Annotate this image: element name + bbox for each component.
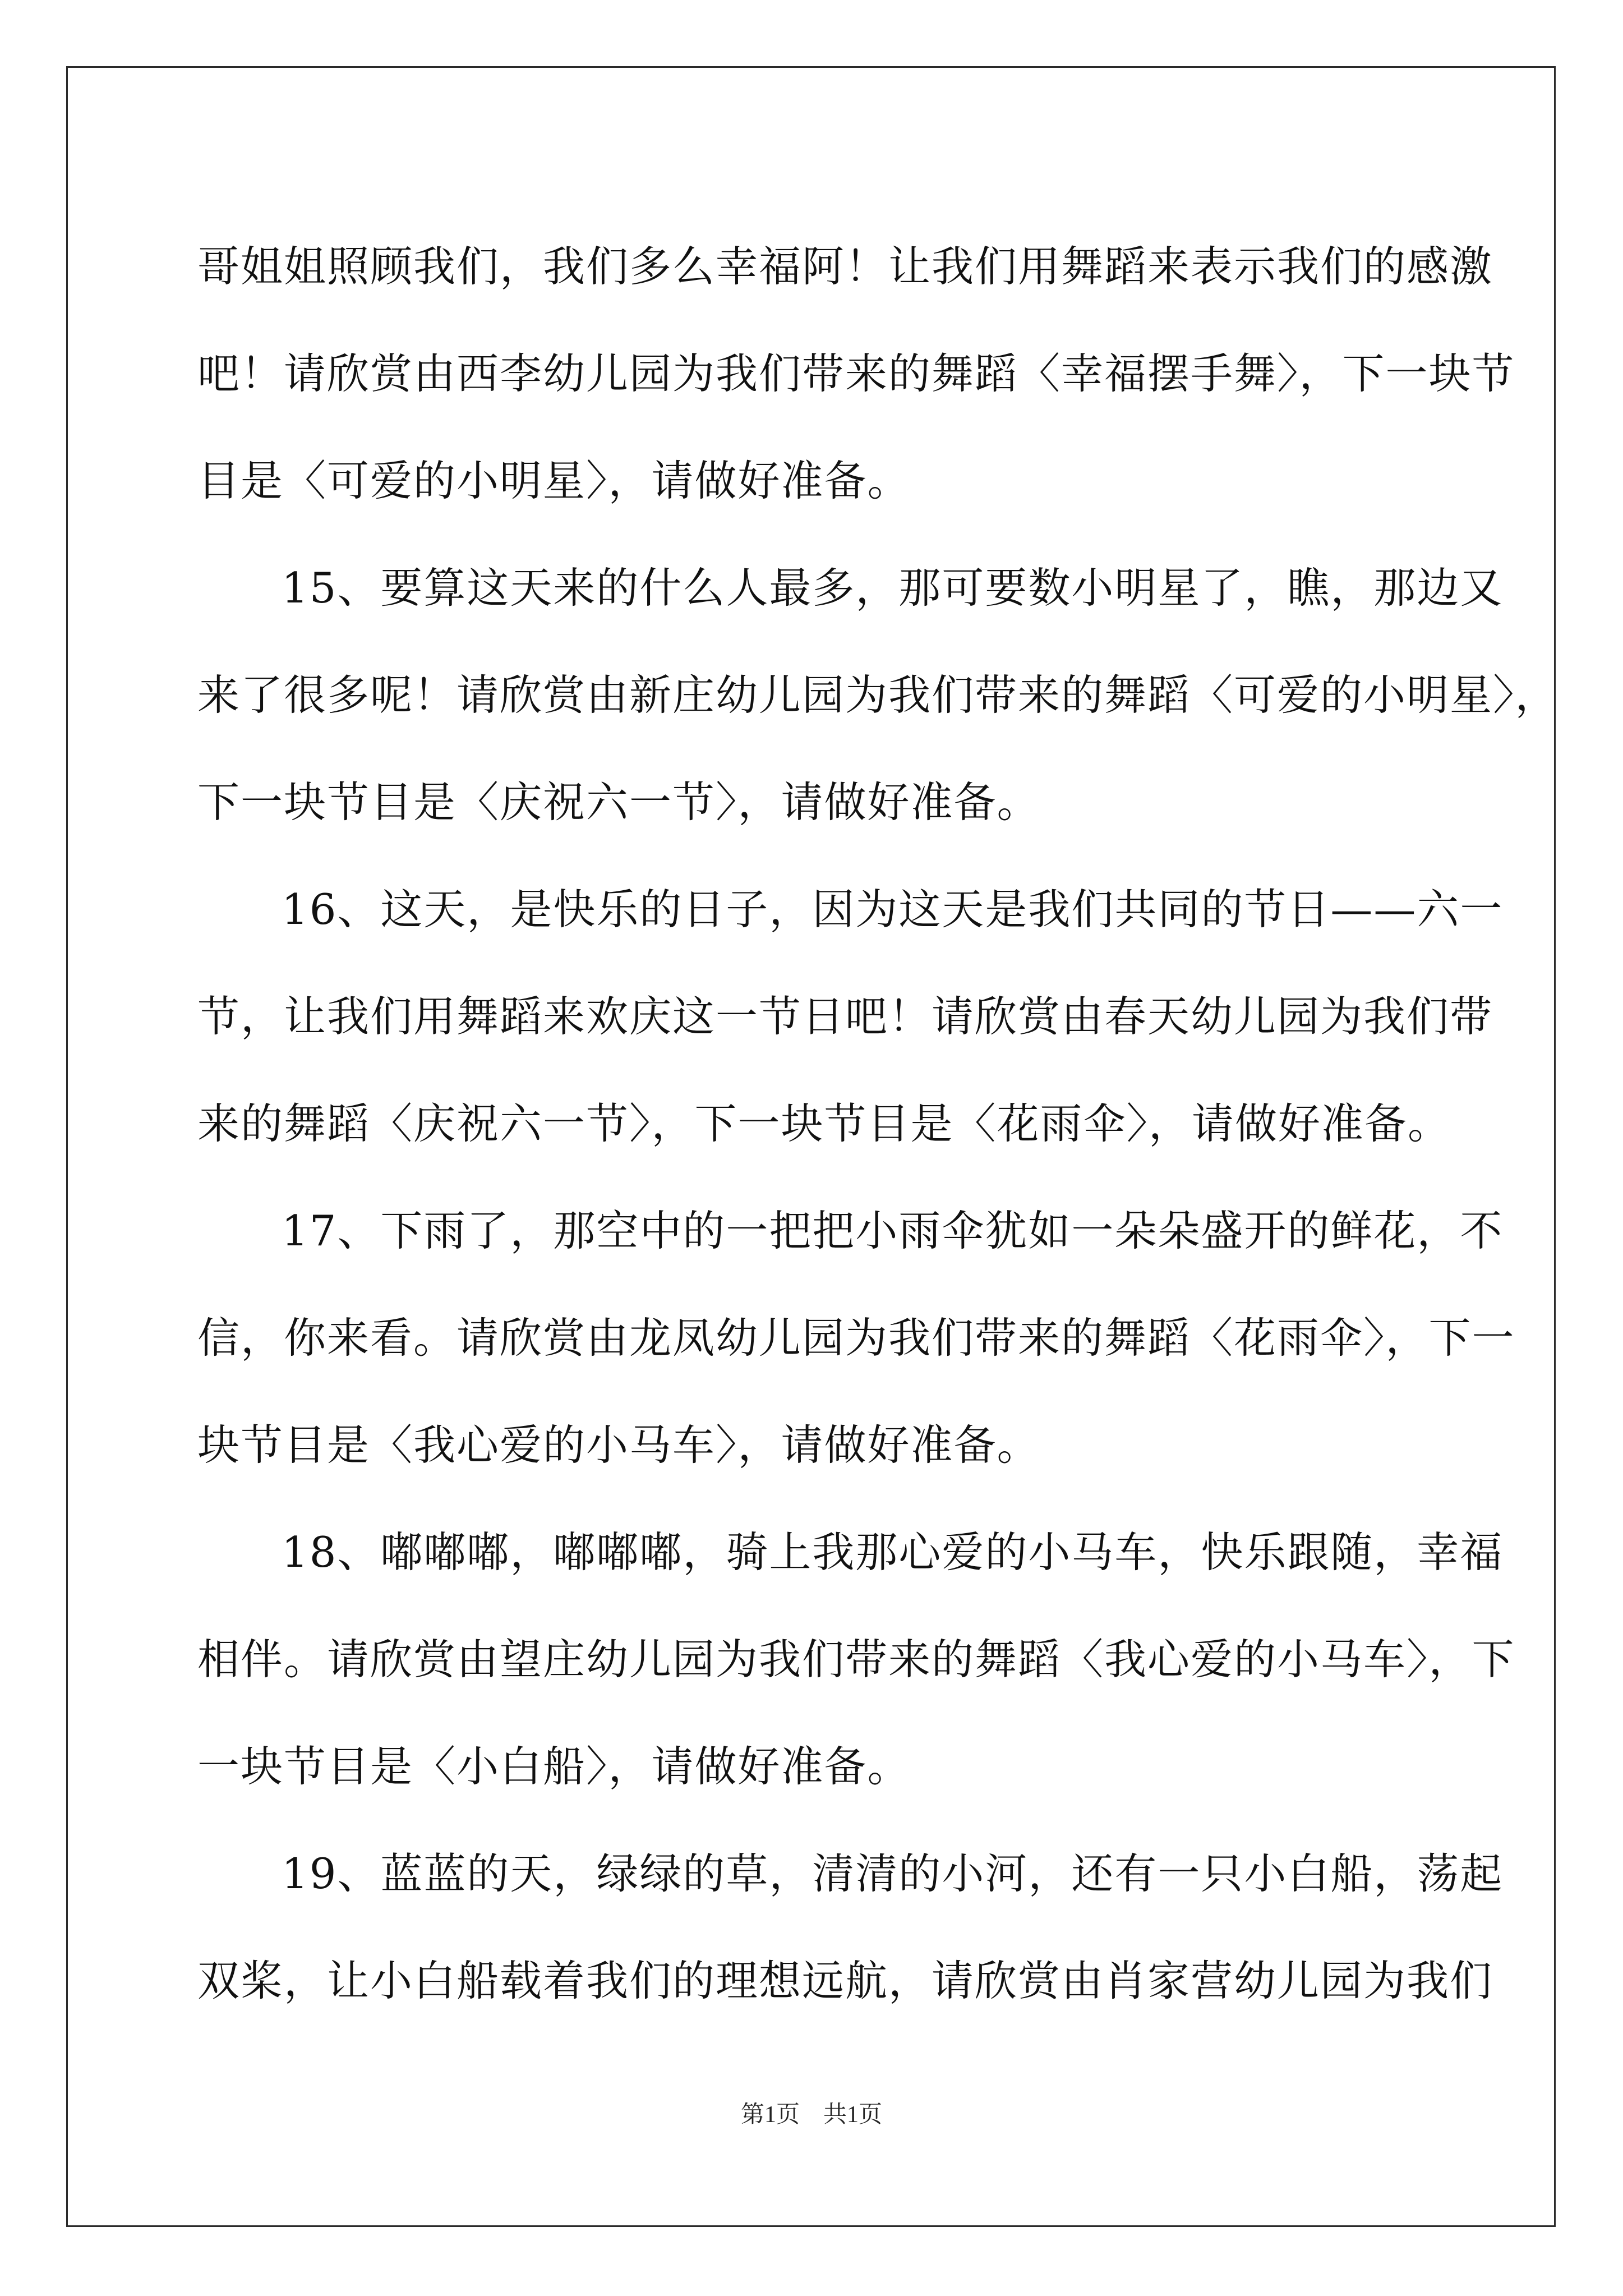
paragraph-18-first-line: 18、嘟嘟嘟，嘟嘟嘟，骑上我那心爱的小马车，快乐跟随，幸福 <box>282 1527 1504 1577</box>
text-line: 来的舞蹈〈庆祝六一节〉，下一块节目是〈花雨伞〉，请做好准备。 <box>197 1099 1451 1148</box>
paragraph-17-first-line: 17、下雨了，那空中的一把把小雨伞犹如一朵朵盛开的鲜花，不 <box>282 1206 1504 1255</box>
text-line: 下一块节目是〈庆祝六一节〉，请做好准备。 <box>197 777 1040 827</box>
text-line: 块节目是〈我心爱的小马车〉，请做好准备。 <box>197 1420 1040 1470</box>
text-line: 来了很多呢！请欣赏由新庄幼儿园为我们带来的舞蹈〈可爱的小明星〉， <box>197 670 1559 720</box>
text-line: 目是〈可爱的小明星〉，请做好准备。 <box>197 456 911 505</box>
text-line: 一块节目是〈小白船〉，请做好准备。 <box>197 1742 911 1791</box>
text-line: 节，让我们用舞蹈来欢庆这一节日吧！请欣赏由春天幼儿园为我们带 <box>197 992 1493 1041</box>
text-line: 吧！请欣赏由西李幼儿园为我们带来的舞蹈〈幸福摆手舞〉，下一块节 <box>197 349 1515 398</box>
text-line: 双桨，让小白船载着我们的理想远航，请欣赏由肖家营幼儿园为我们 <box>197 1956 1493 2005</box>
text-line: 哥姐姐照顾我们，我们多么幸福阿！让我们用舞蹈来表示我们的感激 <box>197 242 1493 291</box>
paragraph-16-first-line: 16、这天，是快乐的日子，因为这天是我们共同的节日——六一 <box>282 885 1504 934</box>
text-line: 相伴。请欣赏由望庄幼儿园为我们带来的舞蹈〈我心爱的小马车〉，下 <box>197 1635 1515 1684</box>
text-line: 信，你来看。请欣赏由龙凤幼儿园为我们带来的舞蹈〈花雨伞〉，下一 <box>197 1313 1515 1363</box>
paragraph-19-first-line: 19、蓝蓝的天，绿绿的草，清清的小河，还有一只小白船，荡起 <box>282 1849 1504 1898</box>
document-body <box>197 213 1559 2035</box>
page-footer <box>0 2098 1623 2132</box>
page-number-label: 第1页 共1页 <box>740 2102 882 2128</box>
body-text <box>197 213 1559 2035</box>
paragraph-15-first-line: 15、要算这天来的什么人最多，那可要数小明星了，瞧，那边又 <box>282 563 1504 613</box>
